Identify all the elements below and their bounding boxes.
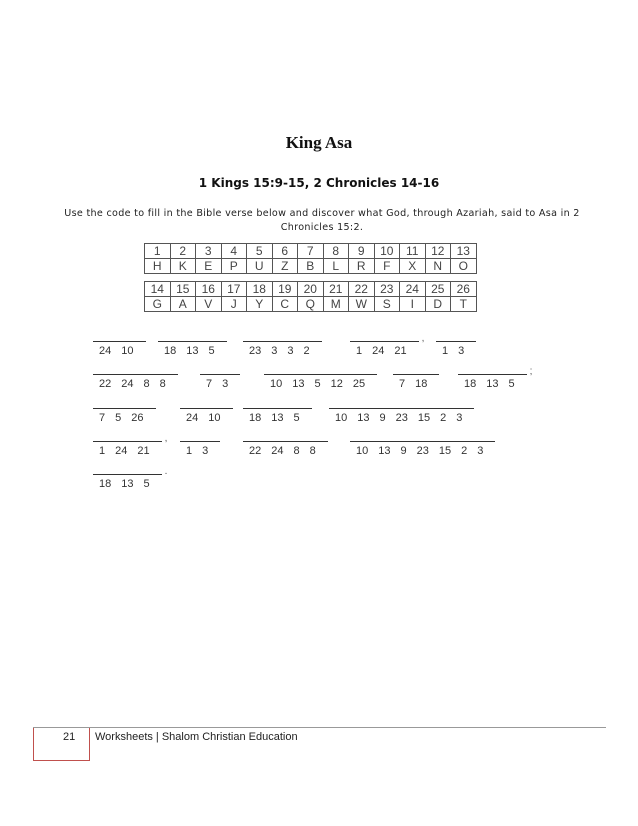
cipher-numbers [158,345,227,357]
code-cell-letter: K [170,259,196,274]
code-cell-letter: X [400,259,426,274]
code-cell-number: 23 [374,282,400,297]
cipher-number: 18 [249,412,262,424]
code-cell-number: 2 [170,244,196,259]
code-table-2 [144,281,477,312]
cipher-numbers [243,412,312,424]
cipher-number: 10 [270,378,283,390]
cipher-word-blank[interactable] [180,441,220,457]
code-cell-letter: N [425,259,451,274]
cipher-number: 8 [159,378,166,390]
answer-line [93,341,146,342]
cipher-number: 7 [399,378,406,390]
code-cell-number: 22 [349,282,375,297]
cipher-numbers [264,378,377,390]
page-number: 21 [63,731,76,743]
cipher-number: 13 [186,345,199,357]
cipher-number: 1 [186,445,193,457]
answer-line [436,341,476,342]
punctuation-mark: . [164,466,168,477]
cipher-number: 15 [438,445,452,457]
cipher-number: 24 [271,445,284,457]
code-cell-letter: F [374,259,400,274]
cipher-number: 24 [372,345,385,357]
code-table-numbers-row [145,244,477,259]
code-cell-letter: L [323,259,349,274]
cipher-number: 2 [440,412,447,424]
punctuation-mark: ; [529,366,533,377]
cipher-word-blank[interactable] [243,341,322,357]
code-cell-number: 5 [247,244,273,259]
cipher-number: 9 [400,445,407,457]
code-cell-number: 11 [400,244,426,259]
cipher-numbers [243,445,328,457]
code-cell-letter: W [349,297,375,312]
cipher-number: 26 [131,412,144,424]
cipher-number: 23 [249,345,262,357]
code-cell-number: 24 [400,282,426,297]
code-cell-letter: A [170,297,196,312]
code-cell-number: 15 [170,282,196,297]
cipher-word-blank[interactable] [93,341,146,357]
code-cell-letter: M [323,297,349,312]
cipher-word-blank[interactable] [93,408,156,424]
answer-line [329,408,474,409]
code-cell-letter: C [272,297,298,312]
cipher-number: 3 [222,378,229,390]
answer-line [93,374,178,375]
cipher-number: 18 [164,345,177,357]
cipher-number: 13 [121,478,134,490]
answer-line [200,374,240,375]
cipher-number: 8 [143,378,150,390]
cipher-word-blank[interactable] [243,408,312,424]
cipher-numbers [180,412,233,424]
code-cell-number: 9 [349,244,375,259]
code-cell-letter: U [247,259,273,274]
cipher-numbers [350,445,495,457]
code-cell-letter: T [451,297,477,312]
answer-line [158,341,227,342]
cipher-numbers [200,378,240,390]
cipher-number: 24 [99,345,112,357]
code-cell-letter: B [298,259,324,274]
code-cell-letter: V [196,297,222,312]
code-cell-number: 4 [221,244,247,259]
instructions-text: Use the code to fill in the Bible verse below and discover what God, through Azariah, said to Asa in 2 Chronicles 15:2. [64,208,580,233]
cipher-number: 22 [249,445,262,457]
cipher-number: 23 [395,412,408,424]
cipher-number: 3 [271,345,278,357]
answer-line [93,474,162,475]
cipher-number: 1 [99,445,106,457]
code-table-letters-row [145,259,477,274]
cipher-word-blank[interactable] [93,441,162,457]
cipher-word-blank[interactable] [243,441,328,457]
cipher-number: 18 [99,478,112,490]
cipher-number: 10 [121,345,134,357]
code-cell-number: 18 [247,282,273,297]
cipher-number: 15 [417,412,431,424]
answer-line [264,374,377,375]
code-table-numbers-row [145,282,477,297]
cipher-number: 18 [415,378,428,390]
code-cell-number: 21 [323,282,349,297]
cipher-number: 8 [309,445,316,457]
cipher-number: 2 [461,445,468,457]
footer-page-box [33,728,90,761]
cipher-word-blank[interactable] [200,374,240,390]
cipher-number: 3 [202,445,209,457]
code-cell-letter: I [400,297,426,312]
answer-line [243,341,322,342]
answer-line [93,441,162,442]
scripture-reference: 1 Kings 15:9-15, 2 Chronicles 14-16 [198,176,440,190]
code-cell-letter: D [425,297,451,312]
code-cell-number: 12 [425,244,451,259]
code-cell-letter: G [145,297,171,312]
code-cell-letter: O [451,259,477,274]
cipher-number: 5 [143,478,150,490]
cipher-numbers [93,378,178,390]
answer-line [180,441,220,442]
cipher-number: 5 [115,412,122,424]
cipher-number: 10 [356,445,369,457]
cipher-word-blank[interactable] [393,374,439,390]
code-cell-number: 17 [221,282,247,297]
code-cell-number: 14 [145,282,171,297]
punctuation-mark: , [164,433,168,444]
code-cell-number: 19 [272,282,298,297]
cipher-word-blank[interactable] [458,374,527,390]
cipher-number: 2 [303,345,310,357]
code-cell-letter: E [196,259,222,274]
cipher-numbers [180,445,220,457]
cipher-number: 3 [287,345,294,357]
footer-text: Worksheets | Shalom Christian Education [95,731,298,743]
cipher-word-blank[interactable] [93,474,162,490]
answer-line [350,441,495,442]
cipher-number: 3 [456,412,463,424]
cipher-number: 3 [477,445,484,457]
cipher-number: 13 [378,445,391,457]
cipher-numbers [436,345,476,357]
cipher-number: 5 [293,412,300,424]
code-cell-letter: J [221,297,247,312]
code-cell-number: 25 [425,282,451,297]
code-cell-number: 20 [298,282,324,297]
cipher-number: 13 [292,378,305,390]
cipher-word-blank[interactable] [180,408,233,424]
code-cell-number: 13 [451,244,477,259]
code-cell-letter: H [145,259,171,274]
cipher-numbers [393,378,439,390]
cipher-number: 3 [458,345,465,357]
code-cell-number: 26 [451,282,477,297]
cipher-word-blank[interactable] [350,341,419,357]
cipher-number: 12 [330,378,343,390]
cipher-number: 1 [356,345,363,357]
code-cell-number: 8 [323,244,349,259]
code-table-letters-row [145,297,477,312]
code-cell-letter: P [221,259,247,274]
cipher-numbers [329,412,474,424]
punctuation-mark: , [421,333,425,344]
cipher-numbers [350,345,419,357]
page-title: King Asa [285,133,353,152]
cipher-number: 7 [206,378,213,390]
code-cell-number: 7 [298,244,324,259]
cipher-word-blank[interactable] [93,374,178,390]
cipher-number: 23 [416,445,429,457]
cipher-number: 5 [508,378,515,390]
code-table-1 [144,243,477,274]
code-cell-number: 16 [196,282,222,297]
answer-line [243,408,312,409]
cipher-number: 22 [99,378,112,390]
cipher-word-blank[interactable] [158,341,227,357]
cipher-number: 24 [115,445,128,457]
answer-line [93,408,156,409]
answer-line [458,374,527,375]
cipher-number: 13 [357,412,370,424]
footer-divider [33,727,606,728]
cipher-number: 21 [394,345,407,357]
cipher-word-blank[interactable] [350,441,495,457]
answer-line [180,408,233,409]
cipher-number: 1 [442,345,449,357]
cipher-number: 10 [335,412,348,424]
cipher-word-blank[interactable] [329,408,474,424]
answer-line [243,441,328,442]
code-cell-number: 6 [272,244,298,259]
code-cell-letter: Z [272,259,298,274]
cipher-number: 8 [293,445,300,457]
cipher-number: 5 [208,345,215,357]
cipher-number: 10 [208,412,221,424]
cipher-number: 5 [314,378,321,390]
cipher-numbers [243,345,322,357]
code-cell-number: 1 [145,244,171,259]
cipher-word-blank[interactable] [264,374,377,390]
cipher-number: 13 [486,378,499,390]
code-cell-letter: S [374,297,400,312]
cipher-word-blank[interactable] [436,341,476,357]
code-cell-letter: Y [247,297,273,312]
cipher-number: 13 [271,412,284,424]
code-cell-number: 10 [374,244,400,259]
cipher-number: 7 [99,412,106,424]
cipher-numbers [93,478,162,490]
answer-line [350,341,419,342]
cipher-number: 21 [137,445,150,457]
cipher-number: 18 [464,378,477,390]
code-cell-letter: R [349,259,375,274]
cipher-numbers [93,412,156,424]
code-cell-number: 3 [196,244,222,259]
code-cell-letter: Q [298,297,324,312]
cipher-number: 24 [186,412,199,424]
cipher-number: 9 [379,412,386,424]
cipher-numbers [93,445,162,457]
cipher-number: 25 [352,378,366,390]
cipher-numbers [458,378,527,390]
answer-line [393,374,439,375]
cipher-number: 24 [121,378,134,390]
cipher-numbers [93,345,146,357]
